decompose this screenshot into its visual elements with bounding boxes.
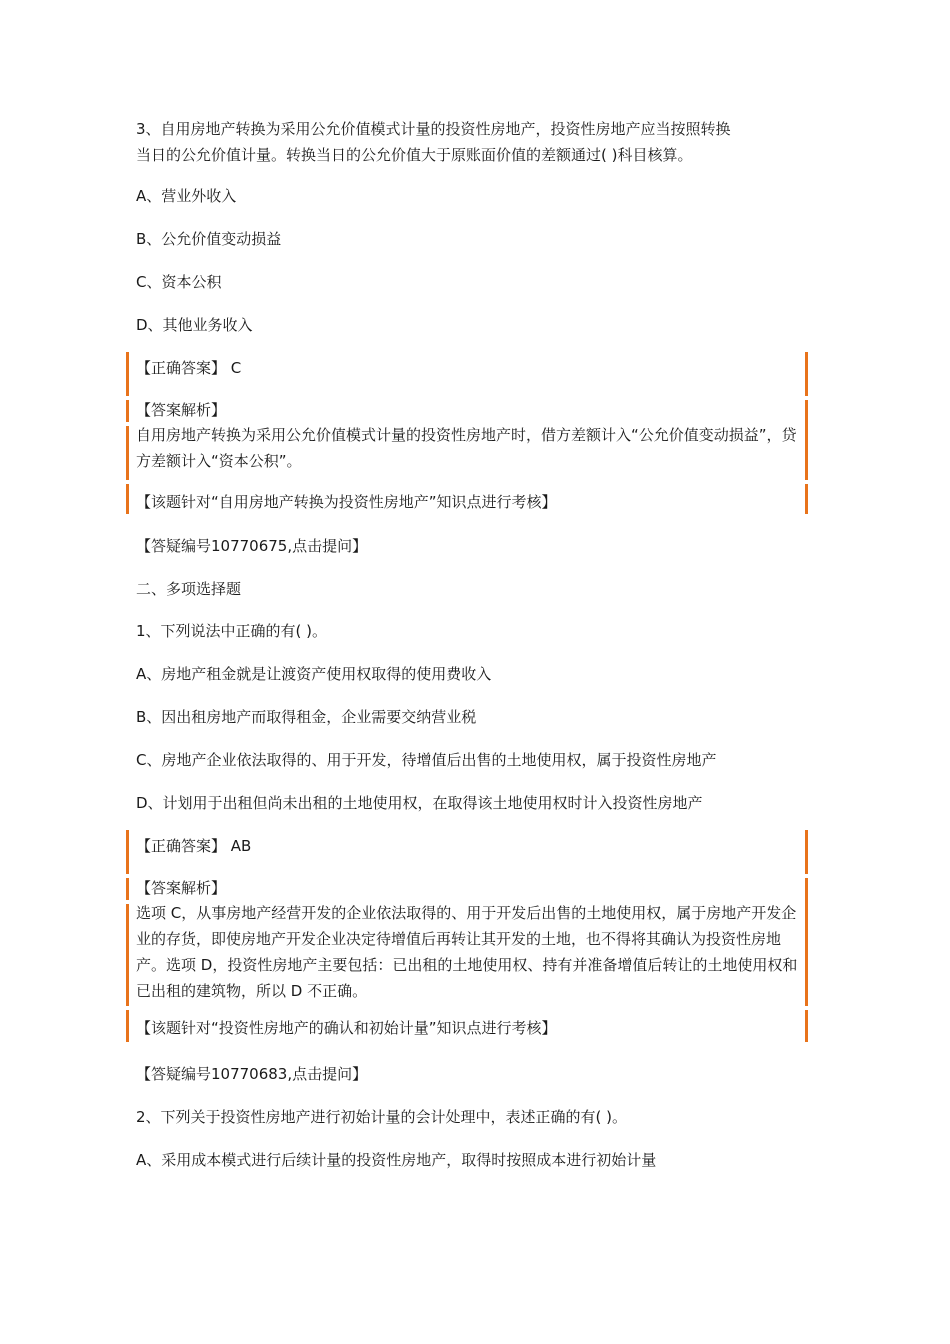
question-3-stem-line-2: 当日的公允价值计量。转换当日的公允价值大于原账面价值的差额通过( )科目核算。 [136, 146, 693, 164]
multi-question-1-stem: 1、下列说法中正确的有( )。 [136, 622, 328, 640]
border-gap [126, 874, 129, 878]
question-3-knowledge-point: 【该题针对“自用房地产转换为投资性房地产”知识点进行考核】 [136, 493, 557, 511]
question-3-answer-box [126, 352, 808, 514]
border-gap [805, 1006, 808, 1010]
border-gap [805, 874, 808, 878]
multi-question-1-qa-link[interactable]: 【答疑编号10770683,点击提问】 [136, 1065, 368, 1083]
multi-question-1-analysis-text: 选项 C，从事房地产经营开发的企业依法取得的、用于开发后出售的土地使用权，属于房地产开发企业的存货，即使房地产开发企业决定待增值后再转让其开发的土地，也不得将其确认为投资性房地产。选项 D，投资性房地产主要包括：已出租的土地使用权、持有并准备增值后转让的土地使用权和已出租的建筑物，所以 D 不正确。 [136, 904, 798, 1000]
answer-box-left-border [126, 352, 129, 514]
border-gap [126, 396, 129, 400]
border-gap [805, 480, 808, 484]
multi-question-1-analysis-title: 【答案解析】 [136, 879, 227, 897]
multi-question-1-answer-box [126, 830, 808, 1042]
border-gap [126, 480, 129, 484]
multi-question-1-correct-answer: 【正确答案】 AB [136, 837, 252, 855]
border-gap [126, 422, 129, 426]
multi-question-1-option-c: C、房地产企业依法取得的、用于开发，待增值后出售的土地使用权，属于投资性房地产 [136, 751, 717, 769]
multi-question-1-option-a: A、房地产租金就是让渡资产使用权取得的使用费收入 [136, 665, 492, 683]
question-3-qa-link[interactable]: 【答疑编号10770675,点击提问】 [136, 537, 368, 555]
question-3-option-d: D、其他业务收入 [136, 316, 253, 334]
border-gap [126, 1006, 129, 1010]
answer-box-right-border [805, 352, 808, 514]
multi-question-2-option-a: A、采用成本模式进行后续计量的投资性房地产，取得时按照成本进行初始计量 [136, 1151, 657, 1169]
multi-question-1-option-b: B、因出租房地产而取得租金，企业需要交纳营业税 [136, 708, 477, 726]
question-3-correct-answer: 【正确答案】 C [136, 359, 242, 377]
question-3-stem-line-1: 3、自用房地产转换为采用公允价值模式计量的投资性房地产，投资性房地产应当按照转换 [136, 120, 731, 138]
question-3-analysis-text: 自用房地产转换为采用公允价值模式计量的投资性房地产时，借方差额计入“公允价值变动损益”，贷方差额计入“资本公积”。 [136, 426, 797, 470]
question-3-analysis-title: 【答案解析】 [136, 401, 227, 419]
answer-box-left-border [126, 830, 129, 1042]
question-3-option-a: A、营业外收入 [136, 187, 237, 205]
question-3-option-c: C、资本公积 [136, 273, 222, 291]
multi-question-1-knowledge-point: 【该题针对“投资性房地产的确认和初始计量”知识点进行考核】 [136, 1019, 557, 1037]
section-title: 二、多项选择题 [136, 580, 242, 598]
border-gap [126, 900, 129, 904]
answer-box-right-border [805, 830, 808, 1042]
question-3-option-b: B、公允价值变动损益 [136, 230, 282, 248]
multi-question-1-option-d: D、计划用于出租但尚未出租的土地使用权，在取得该土地使用权时计入投资性房地产 [136, 794, 703, 812]
multi-question-2-stem: 2、下列关于投资性房地产进行初始计量的会计处理中，表述正确的有( )。 [136, 1108, 628, 1126]
border-gap [805, 396, 808, 400]
